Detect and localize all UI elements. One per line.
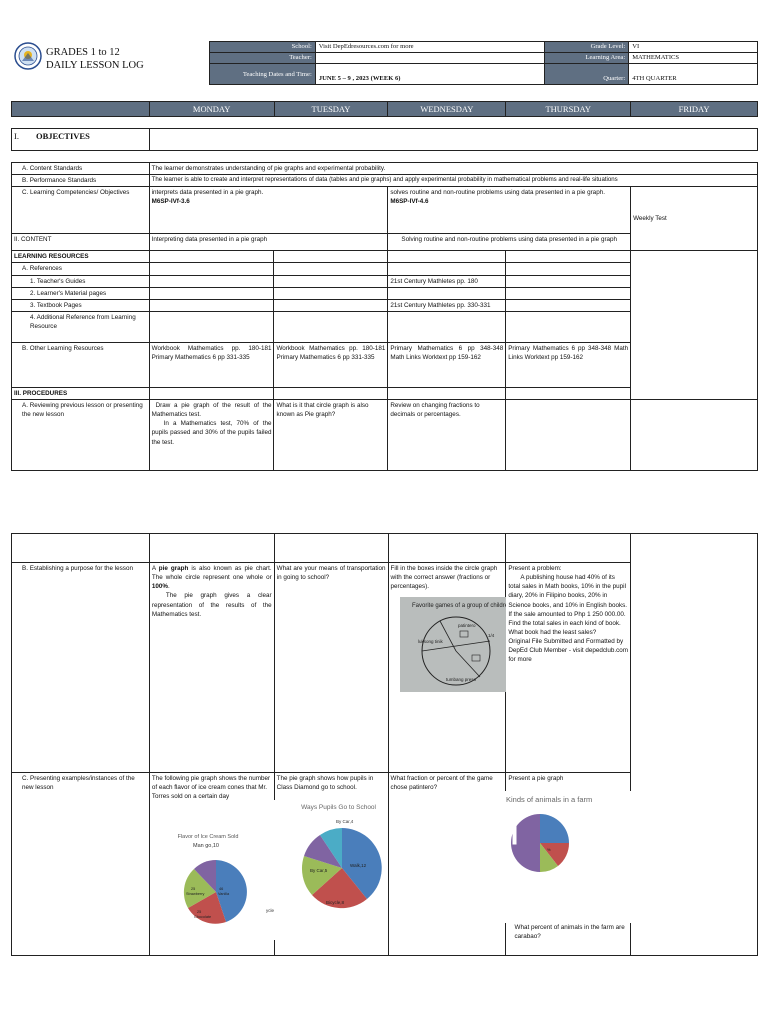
examples-mon: The following pie graph shows the number of each flavor of ice cream cones that Mr. Torres sold on a certain day	[149, 773, 274, 956]
blank-cell	[388, 311, 506, 342]
other-resources-thu: Primary Mathematics 6 pp 348-348 Math Links Worktext pp 159-162	[506, 342, 631, 387]
friday-resources-blank	[631, 251, 758, 400]
resources-label: LEARNING RESOURCES	[12, 251, 150, 263]
icecream-title: Flavor of Ice Cream Sold	[177, 834, 239, 840]
content-wed: Solving routine and non-routine problems using data presented in a pie graph	[388, 234, 631, 251]
other-resources-label: B. Other Learning Resources	[12, 342, 150, 387]
favorite-games-photo	[400, 597, 506, 692]
teacher-value	[315, 53, 545, 64]
competency-mon-tue	[149, 187, 388, 234]
content-label: II. CONTENT	[12, 234, 150, 251]
competencies-label: C. Learning Competencies/ Objectives	[12, 187, 150, 234]
icecream-label-strawberry-value: 25	[191, 887, 196, 891]
blank-cell	[631, 400, 758, 471]
animals-label-box	[513, 826, 516, 844]
purpose-wed-text: Fill in the boxes inside the circle graph with the correct answer (fractions or percentages).	[390, 565, 498, 591]
procedures-label: III. PROCEDURES	[12, 387, 150, 399]
icecream-label-strawberry: Strawberry	[186, 892, 205, 896]
review-tue: What is it that circle graph is also known as Pie graph?	[274, 400, 388, 471]
icecream-label-vanilla-value: 46	[219, 887, 224, 891]
friday-page2-blank	[631, 534, 758, 956]
purpose-label: B. Establishing a purpose for the lesson	[12, 563, 150, 773]
objectives-heading-table	[11, 128, 758, 151]
blank-cell	[506, 251, 631, 263]
performance-standards-label: B. Performance Standards	[12, 175, 150, 187]
friday-weekly-test: Weekly Test	[631, 187, 758, 251]
icecream-label-vanilla: Vanilla	[218, 892, 230, 896]
blank-cell	[388, 287, 506, 299]
purpose-mon-bold2: 100%	[151, 583, 168, 591]
textbook-label: 3. Textbook Pages	[12, 299, 150, 311]
animals-label: %	[547, 847, 551, 852]
blank-cell	[274, 387, 388, 399]
examples-thu-question: What percent of animals in the farm are carabao?	[514, 923, 625, 940]
purpose-thu	[506, 563, 631, 773]
transport-pie-chart	[264, 800, 388, 940]
blank-cell	[274, 263, 388, 275]
quarter-label: Quarter:	[545, 64, 629, 85]
competency-1-code: M6SP-IVf-3.6	[151, 198, 190, 206]
transport-label-bycar4: By Car,4	[336, 819, 354, 824]
blank-cell	[149, 299, 274, 311]
purpose-thu-2: A publishing house had 40% of its total sales in Math books, 10% in the pupil diary, 20% in Filipino books, 20% in Science books, and 10% in English books. If the sale amounted to Php 1 250 000.00. Find the total sales in each kind of book. What book had the least sales?	[508, 574, 628, 636]
blank-cell	[274, 287, 388, 299]
area-value: MATHEMATICS	[629, 53, 758, 64]
learners-material-label: 2. Learner's Material pages	[12, 287, 150, 299]
blank-cell	[506, 311, 631, 342]
blank-cell	[506, 534, 631, 563]
school-label: School:	[210, 42, 316, 53]
blank-cell	[274, 251, 388, 263]
dates-label: Teaching Dates and Time:	[210, 64, 316, 85]
blank-cell	[149, 387, 274, 399]
animals-slice-blue	[540, 814, 569, 843]
transport-title: Ways Pupils Go to School	[301, 804, 376, 811]
day-friday: FRIDAY	[631, 102, 758, 117]
blank-cell	[149, 275, 274, 287]
day-tuesday: TUESDAY	[274, 102, 388, 117]
area-label: Learning Area:	[545, 53, 629, 64]
blank-cell	[274, 299, 388, 311]
blank-cell	[149, 311, 274, 342]
examples-wed: What fraction or percent of the game chose patintero?	[388, 773, 506, 956]
day-header-blank	[12, 102, 150, 117]
blank-cell	[506, 287, 631, 299]
photo-label-tumbang: tumbang preso	[446, 677, 477, 682]
textbook-wed: 21st Century Mathletes pp. 330-331	[388, 299, 506, 311]
blank-cell	[149, 251, 274, 263]
day-monday: MONDAY	[149, 102, 274, 117]
examples-tue: The pie graph shows how pupils in Class Diamond go to school.	[274, 773, 388, 956]
review-mon-1: Draw a pie graph of the result of the Mathematics test.	[151, 402, 272, 419]
photo-label-patintero: patintero	[458, 623, 476, 628]
content-standards-label: A. Content Standards	[12, 163, 150, 175]
competency-2-code: M6SP-IVf-4.6	[390, 198, 429, 206]
animals-pie-chart	[504, 791, 632, 923]
performance-standards-value: The learner is able to create and interpret representations of data (tables and pie graphs) and apply experimental probability in mathematical problems and real-life situations	[149, 175, 757, 187]
purpose-mon-bold: pie graph	[158, 565, 189, 572]
purpose-mon-end: .	[167, 583, 170, 591]
lesson-table-page1	[11, 162, 758, 471]
icecream-label-chocolate-value: 25	[197, 910, 202, 914]
objectives-heading-blank	[150, 129, 758, 151]
photo-ratio: 1/4	[488, 633, 495, 638]
grade-label: Grade Level:	[545, 42, 629, 53]
animals-pie	[511, 814, 569, 872]
blank-cell	[506, 387, 631, 399]
blank-cell	[506, 263, 631, 275]
blank-cell	[388, 387, 506, 399]
content-mon: Interpreting data presented in a pie graph	[149, 234, 388, 251]
log-title	[46, 46, 144, 72]
grade-value: VI	[629, 42, 758, 53]
blank-cell	[388, 534, 506, 563]
quarter-value: 4TH QUARTER	[629, 64, 758, 85]
purpose-mon-1	[152, 564, 272, 591]
competency-1: interprets data presented in a pie graph.	[151, 189, 264, 197]
review-mon-2: In a Mathematics test, 70% of the pupils passed and 30% of the pupils failed the test.	[151, 420, 272, 446]
blank-cell	[149, 534, 274, 563]
transport-label-bycar5: By Car,5	[310, 868, 328, 873]
blank-cell	[506, 275, 631, 287]
purpose-mon	[149, 563, 274, 773]
day-thursday: THURSDAY	[506, 102, 631, 117]
objectives-num: I.	[14, 131, 19, 141]
other-resources-wed: Primary Mathematics 6 pp 348-348 Math Links Worktext pp 159-162	[388, 342, 506, 387]
animals-title: Kinds of animals in a farm	[506, 795, 593, 804]
purpose-mon-2: The pie graph gives a clear representation of the results of the Mathematics test.	[151, 592, 272, 618]
day-wednesday: WEDNESDAY	[388, 102, 506, 117]
blank-cell	[388, 251, 506, 263]
purpose-mon-mid: is also known as pie chart. The whole circle represent one whole or	[151, 565, 272, 582]
deped-seal	[14, 42, 42, 70]
content-standards-value: The learner demonstrates understanding of pie graphs and experimental probability.	[149, 163, 757, 175]
examples-thu-text: Present a pie graph	[508, 775, 564, 782]
blank-cell	[274, 311, 388, 342]
blank-cell	[388, 263, 506, 275]
blank-cell	[506, 299, 631, 311]
objectives-heading	[12, 129, 150, 151]
purpose-thu-3: Original File Submitted and Formatted by DepEd Club Member - visit depedclub.com for more	[508, 638, 629, 664]
purpose-mon-pre: A	[151, 565, 159, 572]
blank-cell	[274, 534, 388, 563]
transport-label-bicycle: Bicycle,8	[326, 900, 345, 905]
blank-cell	[149, 287, 274, 299]
review-mon	[149, 400, 274, 471]
day-header-bar	[11, 101, 758, 117]
dates-value: JUNE 5 – 9 , 2023 (WEEK 6)	[315, 64, 545, 85]
photo-title-line: Favorite games of a group of children	[412, 603, 506, 609]
references-label: A. References	[12, 263, 150, 275]
icecream-label-chocolate: Chocolate	[194, 915, 212, 919]
examples-label: C. Presenting examples/instances of the new lesson	[12, 773, 150, 956]
icecream-mango: Man go,10	[193, 843, 219, 849]
review-wed: Review on changing fractions to decimals or percentages.	[388, 400, 506, 471]
purpose-thu-1: Present a problem:	[508, 565, 562, 572]
purpose-tue: What are your means of transportation in going to school?	[274, 563, 388, 773]
objectives-title: OBJECTIVES	[35, 131, 90, 141]
additional-reference-label: 4. Additional Reference from Learning Resource	[12, 311, 150, 342]
blank-cell	[506, 400, 631, 471]
transport-label-ycle: ycle	[266, 908, 275, 913]
other-resources-mon: Workbook Mathematics pp. 180-181 Primary Mathematics 6 pp 331-335	[149, 342, 274, 387]
log-title-line2: DAILY LESSON LOG	[46, 60, 144, 71]
transport-label-walk: Walk,12	[350, 863, 367, 868]
review-label: A. Reviewing previous lesson or presenting the new lesson	[12, 400, 150, 471]
blank-cell	[274, 275, 388, 287]
teachers-guide-wed: 21st Century Mathletes pp. 180	[388, 275, 506, 287]
icecream-pie-chart	[150, 828, 268, 954]
header-info-table	[209, 41, 758, 85]
log-title-line1: GRADES 1 to 12	[46, 47, 120, 58]
other-resources-tue: Workbook Mathematics pp. 180-181 Primary Mathematics 6 pp 331-335	[274, 342, 388, 387]
teacher-label: Teacher:	[210, 53, 316, 64]
blank-cell	[149, 263, 274, 275]
competency-wed-thu	[388, 187, 631, 234]
school-value: Visit DepEdresources.com for more	[315, 42, 545, 53]
competency-2: solves routine and non-routine problems using data presented in a pie graph.	[390, 189, 605, 197]
teachers-guide-label: 1. Teacher's Guides	[12, 275, 150, 287]
blank-cell	[12, 534, 150, 563]
photo-label-luksong: luksong tinik	[418, 639, 443, 644]
